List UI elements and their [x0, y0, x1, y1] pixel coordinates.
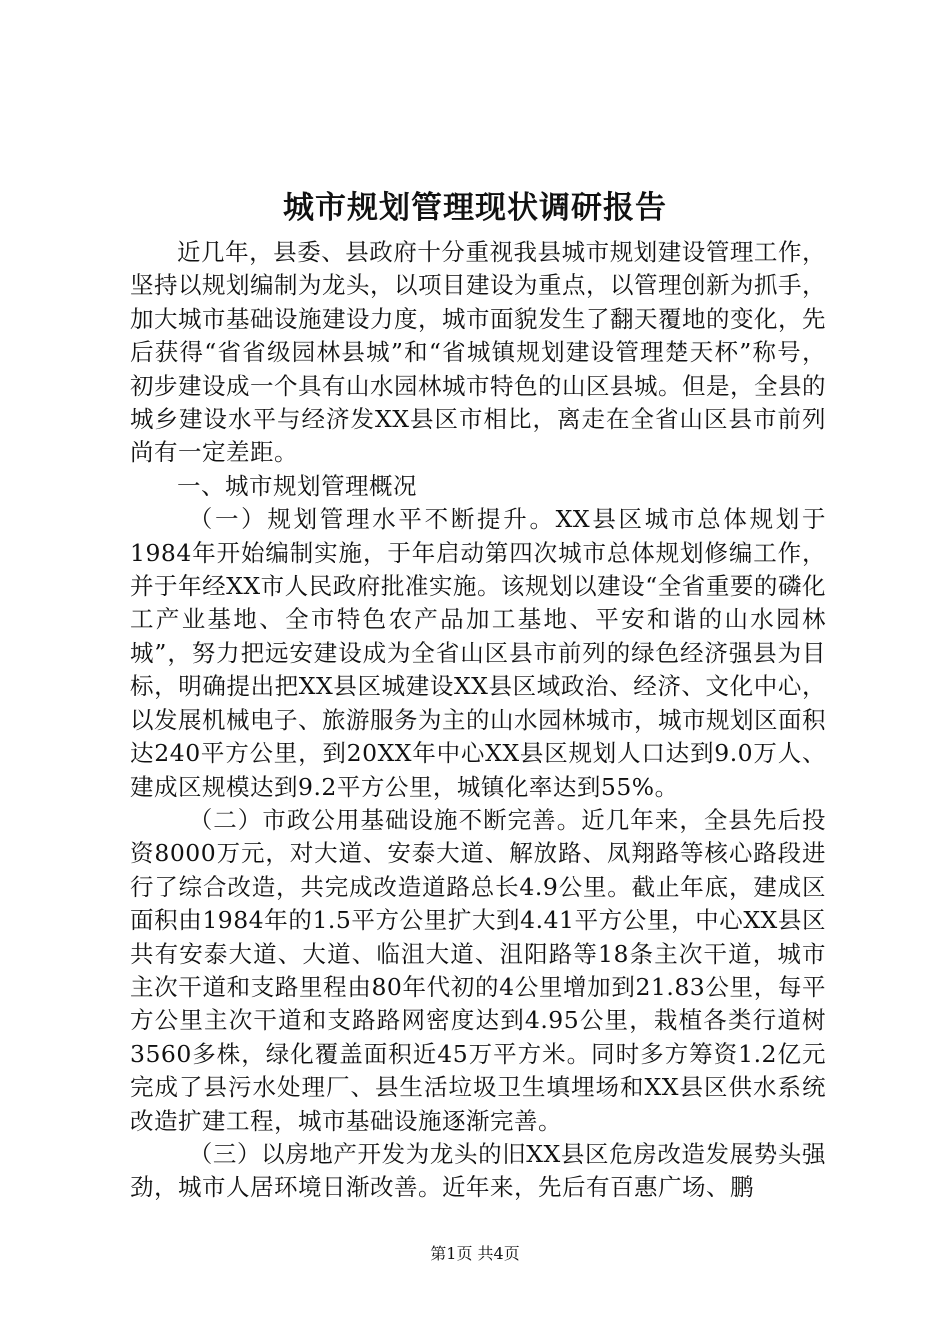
intro-paragraph: 近几年，县委、县政府十分重视我县城市规划建设管理工作，坚持以规划编制为龙头，以项目建设为重点，以管理创新为抓手，加大城市基础设施建设力度，城市面貌发生了翻天覆地的变化，先后获得“省省级园林县城”和“省城镇规划建设管理楚天杯”称号，初步建设成一个具有山水园林城市特色的山区县城。但是，全县的城乡建设水平与经济发XX县区市相比，离走在全省山区县市前列尚有一定差距。 [130, 238, 826, 467]
paragraph-housing: （三）以房地产开发为龙头的旧XX县区危房改造发展势头强劲，城市人居环境日渐改善。近年来，先后有百惠广场、鹏 [130, 1139, 826, 1202]
page-number: 第1页 共4页 [430, 1244, 520, 1263]
document-body [130, 236, 826, 1205]
paragraph-infrastructure: （二）市政公用基础设施不断完善。近几年来，全县先后投资8000万元，对大道、安泰大道、解放路、凤翔路等核心路段进行了综合改造，共完成改造道路总长4.9公里。截止年底，建成区面积由1984年的1.5平方公里扩大到4.41平方公里，中心XX县区共有安泰大道、大道、临沮大道、沮阳路等18条主次干道，城市主次干道和支路里程由80年代初的4公里增加到21.83公里，每平方公里主次干道和支路路网密度达到4.95公里，栽植各类行道树3560多株，绿化覆盖面积近45万平方米。同时多方筹资1.2亿元完成了县污水处理厂、县生活垃圾卫生填埋场和XX县区供水系统改造扩建工程，城市基础设施逐渐完善。 [130, 805, 826, 1135]
section-heading: 一、城市规划管理概况 [177, 471, 417, 500]
paragraph-planning: （一）规划管理水平不断提升。XX县区城市总体规划于1984年开始编制实施，于年启动第四次城市总体规划修编工作，并于年经XX市人民政府批准实施。该规划以建设“全省重要的磷化工产业基地、全市特色农产品加工基地、平安和谐的山水园林城”，努力把远安建设成为全省山区县市前列的绿色经济强县为目标，明确提出把XX县区城建设XX县区域政治、经济、文化中心，以发展机械电子、旅游服务为主的山水园林城市，城市规划区面积达240平方公里，到20XX年中心XX县区规划人口达到9.0万人、建成区规模达到9.2平方公里，城镇化率达到55%。 [130, 505, 826, 801]
document-title: 城市规划管理现状调研报告 [283, 190, 667, 226]
